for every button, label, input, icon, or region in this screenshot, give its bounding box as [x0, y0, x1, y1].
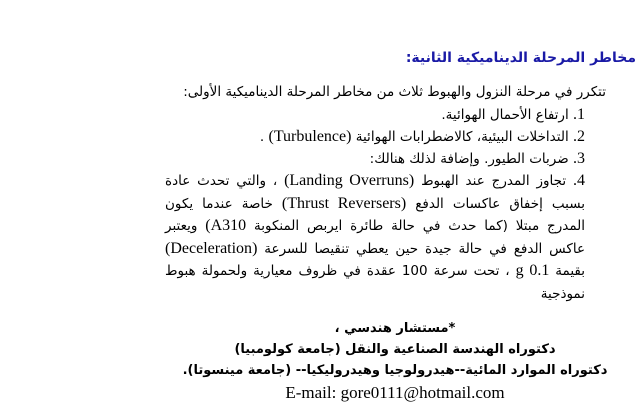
item-text: ، تحت سرعة 100 عقدة في ظروف معيارية ولحمولة هبوط نموذجية: [165, 263, 585, 302]
item-number: 4.: [573, 172, 585, 189]
item-text: ويعتبر عاكس الدفع في حالة جيدة حين يعطي تنقيصا للسرعة: [165, 218, 585, 257]
english-term: (Landing Overruns): [284, 172, 415, 189]
value: 0.1 g: [515, 262, 550, 279]
english-term: (Thrust Reversers): [281, 194, 407, 212]
english-term: (Deceleration): [165, 239, 258, 257]
list-item: [370, 150, 585, 168]
item-number: 1.: [573, 106, 585, 123]
item-text: بقيمة: [555, 263, 585, 279]
english-term: A310): [205, 217, 247, 234]
item-text: ، والتي تحدث عادة بسبب إخفاق عاكسات الدفع: [165, 173, 585, 212]
author-title: *مستشار هندسي ،: [334, 321, 456, 336]
item-text: تجاوز المدرج عند الهبوط: [421, 173, 567, 189]
author-email: E-mail: gore0111@hotmail.com: [285, 383, 505, 402]
section-heading: مخاطر المرحلة الديناميكية الثانية:: [405, 50, 636, 66]
item-text: خاصة عندما يكون المدرج مبتلا (كما حدث في حالة طائرة ايربص المنكوبة: [165, 195, 586, 234]
item-number: 3.: [573, 150, 585, 167]
item-number: 2.: [573, 128, 585, 145]
intro-text: تتكرر في مرحلة النزول والهبوط ثلاث من مخاطر المرحلة الديناميكية الأولى:: [183, 84, 606, 100]
item-text: ارتفاع الأحمال الهوائية.: [441, 107, 569, 123]
item-text: التداخلات البيئية، كالاضطرابات الهوائية: [355, 129, 569, 145]
english-term: (Turbulence): [268, 128, 352, 145]
item-trailing: .: [259, 129, 269, 145]
list-item: [165, 170, 585, 305]
author-footer: [180, 318, 610, 405]
list-item: [441, 106, 585, 124]
author-degree-1: دكتوراه الهندسة الصناعية والنقل (جامعة كولومبيا): [234, 342, 556, 357]
author-degree-2: دكتوراه الموارد المائية--هيدرولوجيا وهيدروليكيا-- (جامعة مينسوتا).: [182, 363, 608, 378]
list-item: [260, 128, 585, 146]
item-text: ضربات الطيور. وإضافة لذلك هنالك:: [369, 151, 569, 167]
